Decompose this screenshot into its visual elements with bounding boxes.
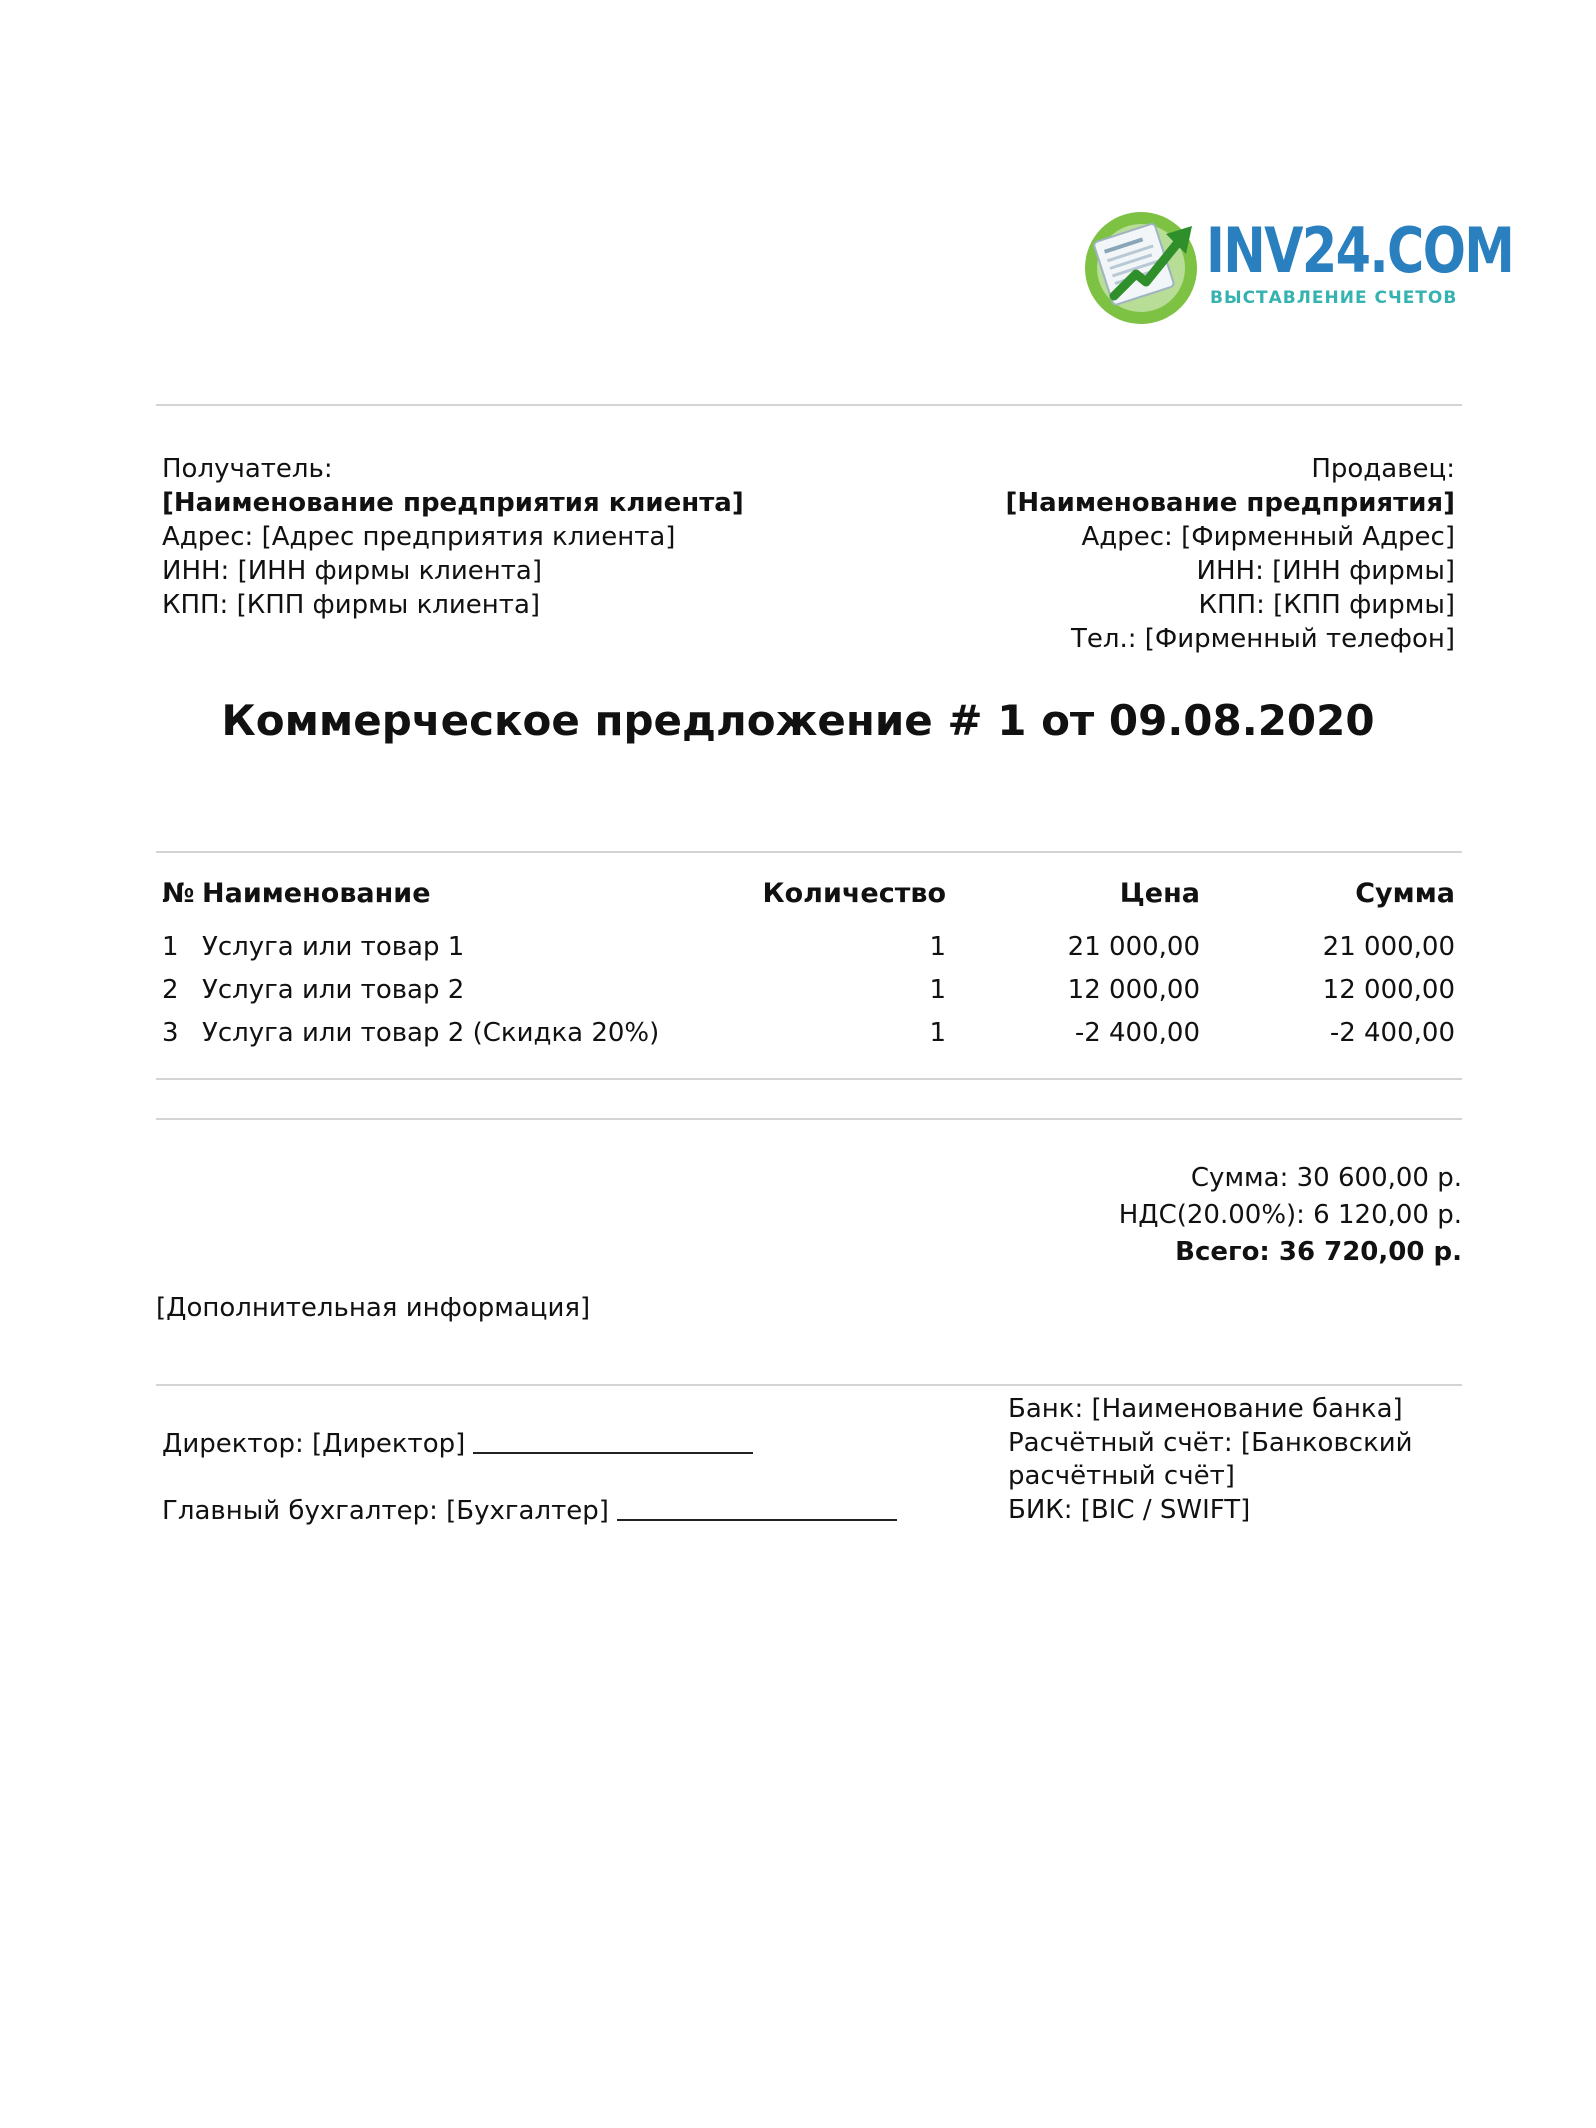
bank-name: Банк: [Наименование банка]: [1008, 1394, 1403, 1424]
row-sum: -2 400,00: [1329, 1018, 1455, 1048]
column-header-name: Наименование: [202, 878, 431, 909]
row-price: 12 000,00: [1067, 975, 1200, 1005]
bank-bic: БИК: [BIC / SWIFT]: [1008, 1494, 1251, 1525]
totals-block: [1119, 1160, 1462, 1271]
director-signature-line: [473, 1452, 753, 1454]
logo-subtitle: ВЫСТАВЛЕНИЕ СЧЕТОВ: [1210, 288, 1458, 308]
table-top-divider: [156, 851, 1462, 853]
seller-block: [1005, 452, 1455, 656]
totals-divider: [156, 1118, 1462, 1120]
seller-name: [Наименование предприятия]: [1005, 488, 1455, 518]
table-bottom-divider: [156, 1078, 1462, 1080]
document-title: Коммерческое предложение # 1 от 09.08.2020: [221, 696, 1375, 745]
recipient-address: Адрес: [Адрес предприятия клиента]: [162, 522, 676, 552]
recipient-heading: Получатель:: [162, 454, 333, 484]
seller-kpp: КПП: [КПП фирмы]: [1198, 590, 1455, 620]
logo-title: INV24.COM: [1206, 214, 1514, 287]
column-header-sum: Сумма: [1355, 878, 1455, 909]
row-name: Услуга или товар 2: [202, 975, 465, 1005]
recipient-inn: ИНН: [ИНН фирмы клиента]: [162, 556, 543, 586]
header-divider: [156, 404, 1462, 406]
footer-divider: [156, 1384, 1462, 1386]
seller-phone: Тел.: [Фирменный телефон]: [1070, 624, 1455, 654]
recipient-block: [162, 452, 744, 622]
column-header-quantity: Количество: [762, 878, 946, 909]
row-number: 2: [162, 975, 179, 1005]
seller-address: Адрес: [Фирменный Адрес]: [1081, 522, 1455, 552]
row-price: 21 000,00: [1067, 932, 1200, 962]
bank-account: Расчётный счёт: [Банковский расчётный счёт]: [1008, 1427, 1413, 1491]
additional-info: [Дополнительная информация]: [156, 1293, 591, 1323]
bank-details: [1008, 1393, 1428, 1527]
recipient-name: [Наименование предприятия клиента]: [162, 488, 744, 518]
row-quantity: 1: [929, 1018, 946, 1048]
row-name: Услуга или товар 1: [202, 932, 465, 962]
column-header-price: Цена: [1119, 878, 1200, 909]
row-sum: 12 000,00: [1322, 975, 1455, 1005]
row-price: -2 400,00: [1074, 1018, 1200, 1048]
row-sum: 21 000,00: [1322, 932, 1455, 962]
director-label: Директор: [Директор]: [162, 1429, 466, 1459]
grand-total: Всего: 36 720,00 р.: [1175, 1237, 1462, 1267]
director-signature: [162, 1427, 753, 1461]
accountant-label: Главный бухгалтер: [Бухгалтер]: [162, 1496, 609, 1526]
row-number: 3: [162, 1018, 179, 1048]
column-header-number: №: [162, 878, 195, 909]
row-quantity: 1: [929, 975, 946, 1005]
row-quantity: 1: [929, 932, 946, 962]
seller-heading: Продавец:: [1311, 454, 1455, 484]
invoice-growth-icon: [1080, 204, 1202, 326]
company-logo: [1080, 196, 1514, 326]
accountant-signature: [162, 1494, 897, 1528]
accountant-signature-line: [617, 1519, 897, 1521]
vat-total: НДС(20.00%): 6 120,00 р.: [1118, 1200, 1462, 1230]
subtotal: Сумма: 30 600,00 р.: [1190, 1163, 1462, 1193]
recipient-kpp: КПП: [КПП фирмы клиента]: [162, 590, 541, 620]
row-name: Услуга или товар 2 (Скидка 20%): [202, 1018, 660, 1048]
row-number: 1: [162, 932, 179, 962]
seller-inn: ИНН: [ИНН фирмы]: [1196, 556, 1455, 586]
